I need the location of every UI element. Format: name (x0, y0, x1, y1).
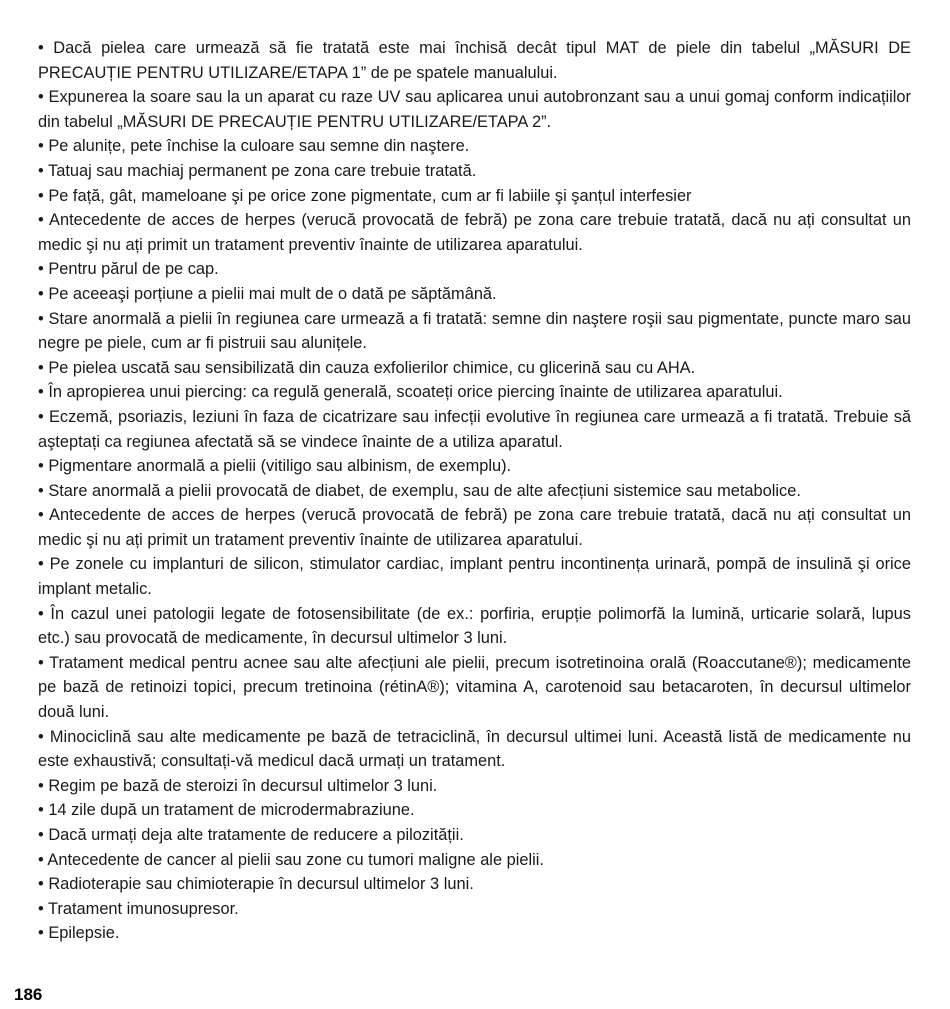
list-item: • Antecedente de acces de herpes (verucă provocată de febră) pe zona care trebuie tratată, dacă nu ați consultat un medic şi nu ați primit un tratament preventiv înainte de utilizarea aparatului. (38, 506, 912, 549)
list-item: • Regim pe bază de steroizi în decursul ultimelor 3 luni. (38, 776, 438, 795)
list-item: • În apropierea unui piercing: ca regulă generală, scoateți orice piercing înainte de utilizarea aparatului. (38, 383, 783, 402)
list-item: • Antecedente de cancer al pielii sau zone cu tumori maligne ale pielii. (38, 850, 544, 869)
list-item: • Antecedente de acces de herpes (verucă provocată de febră) pe zona care trebuie tratată, dacă nu ați consultat un medic şi nu ați primit un tratament preventiv înainte de utilizarea aparatului. (38, 211, 912, 254)
contraindications-list (38, 36, 911, 946)
list-item: • În cazul unei patologii legate de fotosensibilitate (de ex.: porfiria, erupție polimorfă la lumină, urticarie solară, lupus etc.) sau provocată de medicamente, în decursul ultimelor 3 luni. (38, 604, 911, 648)
list-item: • Tatuaj sau machiaj permanent pe zona care trebuie tratată. (38, 161, 477, 180)
page-number: 186 (14, 985, 43, 1004)
list-item: • 14 zile după un tratament de microdermabraziune. (38, 801, 415, 820)
list-item: • Pentru părul de pe cap. (38, 260, 219, 279)
list-item: • Tratament imunosupresor. (38, 899, 239, 918)
list-item: • Stare anormală a pielii provocată de diabet, de exemplu, sau de alte afecțiuni sistemice sau metabolice. (38, 481, 801, 500)
list-item: • Pe zonele cu implanturi de silicon, stimulator cardiac, implant pentru incontinența urinară, pompă de insulină şi orice implant metalic. (38, 555, 911, 599)
list-item: • Pe față, gât, mameloane şi pe orice zone pigmentate, cum ar fi labiile şi şanțul interfesier (38, 186, 692, 205)
list-item: • Eczemă, psoriazis, leziuni în faza de cicatrizare sau infecții evolutive în regiunea care urmează a fi tratată. Trebuie să aşteptați ca regiunea afectată să se vindece înainte de a utiliza aparatul. (38, 407, 912, 451)
list-item: • Tratament medical pentru acnee sau alte afecțiuni ale pielii, precum isotretinoina orală (Roaccutane®); medicamente pe bază de retinoizi topici, precum tretinoina (rétinA®); vitamina A, carotenoid sau betacaroten, în decursul ultimelor două luni. (38, 653, 911, 722)
list-item: • Radioterapie sau chimioterapie în decursul ultimelor 3 luni. (38, 875, 474, 894)
list-item: • Minociclină sau alte medicamente pe bază de tetraciclină, în decursul ultimei luni. Această listă de medicamente nu este exhaustivă; consultați-vă medicul dacă urmați un tratament. (38, 727, 911, 771)
list-item: • Dacă urmați deja alte tratamente de reducere a pilozității. (38, 826, 464, 844)
list-item: • Expunerea la soare sau la un aparat cu raze UV sau aplicarea unui autobronzant sau a unui gomaj conform indicațiilor din tabelul „MĂSURI DE PRECAUȚIE PENTRU UTILIZARE/ETAPA 2”. (38, 88, 911, 131)
list-item: • Pigmentare anormală a pielii (vitiligo sau albinism, de exemplu). (38, 457, 512, 476)
list-item: • Pe alunițe, pete închise la culoare sau semne din naştere. (38, 137, 470, 156)
list-item: • Epilepsie. (38, 924, 120, 943)
list-item: • Pe aceeaşi porțiune a pielii mai mult de o dată pe săptămână. (38, 284, 497, 303)
list-item: • Pe pielea uscată sau sensibilizată din cauza exfolierilor chimice, cu glicerină sau cu AHA. (38, 358, 696, 377)
list-item: • Dacă pielea care urmează să fie tratată este mai închisă decât tipul MAT de piele din tabelul „MĂSURI DE PRECAUȚIE PENTRU UTILIZARE/ETAPA 1” de pe spatele manualului. (38, 39, 911, 82)
list-item: • Stare anormală a pielii în regiunea care urmează a fi tratată: semne din naştere roşii sau pigmentate, puncte maro sau negre pe piele, cum ar fi pistruii sau alunițele. (38, 309, 911, 353)
